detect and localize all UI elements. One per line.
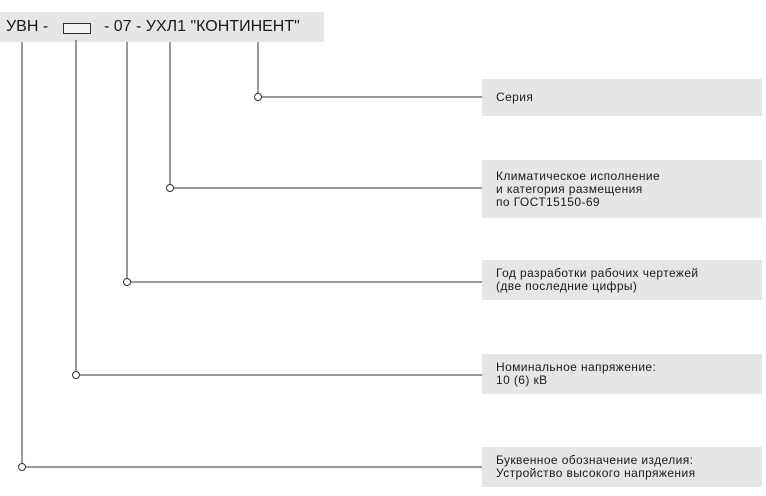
legend-climate: [482, 160, 762, 218]
legend-voltage-line2: 10 (6) кВ: [496, 373, 548, 387]
leader-voltage-dot: [73, 372, 80, 379]
legend-series-line1: Серия: [496, 90, 534, 104]
legend-voltage: [482, 354, 762, 394]
leader-letters: [22, 42, 482, 467]
designation-prefix: УВН -: [6, 18, 49, 35]
leader-year-dot: [124, 279, 131, 286]
leader-voltage: [76, 40, 482, 375]
leader-climate-dot: [167, 185, 174, 192]
legend-climate-line1: Климатическое исполнение: [496, 168, 661, 183]
legend-year-line2: (две последние цифры): [496, 279, 638, 293]
legend-letters-line1: Буквенное обозначение изделия:: [496, 453, 694, 467]
leader-climate: [170, 42, 482, 188]
legend-climate-line2: и категория размещения: [496, 181, 643, 196]
legend-year-line1: Год разработки рабочих чертежей: [496, 266, 699, 280]
designation-suffix: - 07 - УХЛ1 "КОНТИНЕНТ": [104, 18, 300, 35]
legend-series: [482, 79, 762, 116]
legend-climate-line3: по ГОСТ15150-69: [496, 194, 600, 209]
legend-letters-line2: Устройство высокого напряжения: [496, 466, 696, 480]
legend-voltage-line1: Номинальное напряжение:: [496, 360, 657, 374]
legend-year: [482, 260, 762, 300]
leader-series: [258, 42, 482, 97]
leader-letters-dot: [19, 464, 26, 471]
leader-series-dot: [255, 94, 262, 101]
leader-year: [127, 42, 482, 282]
legend-letters: [482, 447, 762, 487]
